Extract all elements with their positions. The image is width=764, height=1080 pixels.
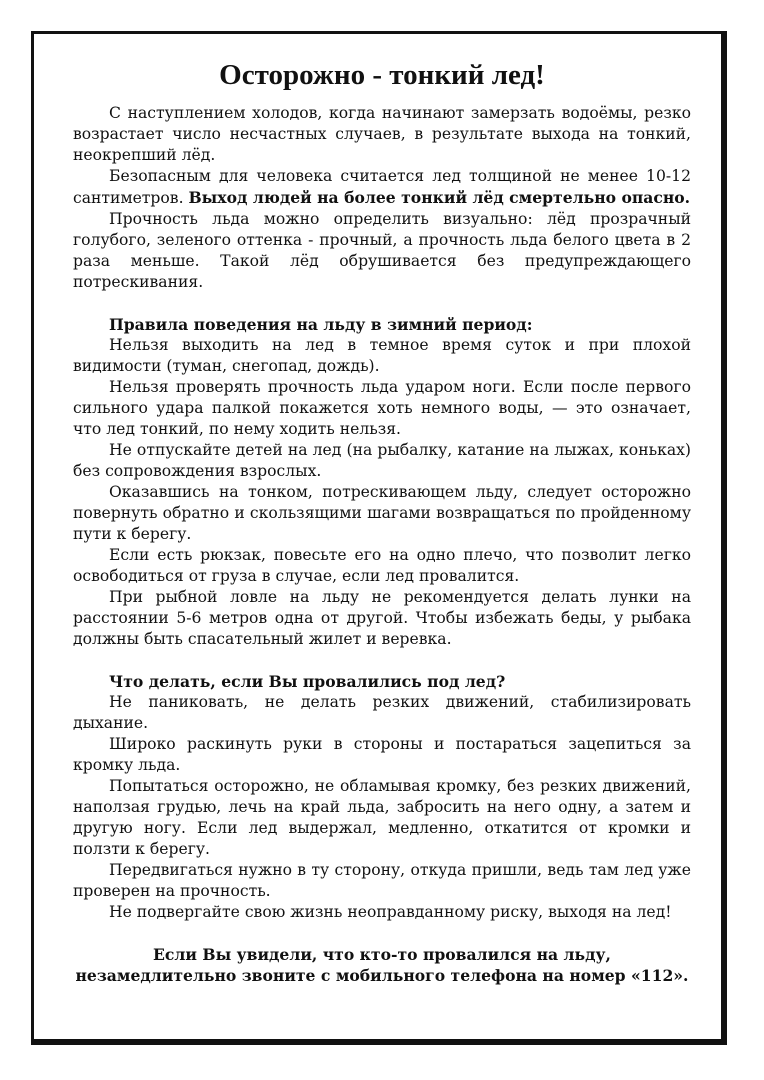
fell-through-item: Широко раскинуть руки в стороны и постараться зацепиться за кромку льда. [73, 735, 691, 774]
intro-paragraph-1: С наступлением холодов, когда начинают замерзать водоёмы, резко возрастает число несчастных случаев, в результате выхода на тонкий, неокрепший лёд. [73, 104, 691, 164]
rules-item: Оказавшись на тонком, потрескивающем льду, следует осторожно повернуть обратно и скользящими шагами возвращаться по пройденному пути к берегу. [73, 483, 691, 543]
rules-item: Нельзя проверять прочность льда ударом ноги. Если после первого сильного удара палкой покажется хоть немного воды, — это означает, что лед тонкий, по нему ходить нельзя. [73, 378, 691, 438]
emergency-call-line-2: незамедлительно звоните с мобильного телефона на номер «112». [75, 966, 689, 985]
rules-item: Нельзя выходить на лед в темное время суток и при плохой видимости (туман, снегопад, дождь). [73, 336, 691, 375]
document-title: Осторожно - тонкий лед! [219, 59, 545, 91]
fell-through-item: Не паниковать, не делать резких движений, стабилизировать дыхание. [73, 693, 691, 732]
fell-through-heading: Что делать, если Вы провалились под лед? [109, 672, 506, 691]
document-body [73, 103, 691, 986]
intro-paragraph-2-text: Безопасным для человека считается лед толщиной не менее 10-12 сантиметров. [73, 167, 691, 207]
rules-heading: Правила поведения на льду в зимний период: [109, 315, 533, 334]
emergency-call-notice [73, 944, 691, 986]
intro-paragraph-3: Прочность льда можно определить визуально: лёд прозрачный голубого, зеленого оттенка - прочный, а прочность льда белого цвета в 2 раза меньше. Такой лёд обрушивается без предупреждающего потрескивания. [73, 210, 691, 291]
rules-item: Если есть рюкзак, повесьте его на одно плечо, что позволит легко освободиться от груза в случае, если лед провалится. [73, 546, 691, 585]
fell-through-item: Не подвергайте свою жизнь неоправданному риску, выходя на лед! [109, 903, 672, 921]
intro-paragraph-2-warning: Выход людей на более тонкий лёд смертельно опасно. [188, 188, 691, 207]
fell-through-item: Передвигаться нужно в ту сторону, откуда пришли, ведь там лед уже проверен на прочность. [73, 861, 691, 900]
rules-item: При рыбной ловле на льду не рекомендуется делать лунки на расстоянии 5-6 метров одна от другой. Чтобы избежать беды, у рыбака должны быть спасательный жилет и веревка. [73, 588, 691, 648]
emergency-call-line-1: Если Вы увидели, что кто-то провалился на льду, [153, 945, 611, 964]
fell-through-item: Попытаться осторожно, не обламывая кромку, без резких движений, наползая грудью, лечь на край льда, забросить на него одну, а затем и другую ногу. Если лед выдержал, медленно, откатится от кромки и ползти к берегу. [73, 777, 691, 858]
rules-item: Не отпускайте детей на лед (на рыбалку, катание на лыжах, коньках) без сопровождения взрослых. [73, 441, 691, 480]
intro-paragraph-2 [73, 166, 691, 209]
